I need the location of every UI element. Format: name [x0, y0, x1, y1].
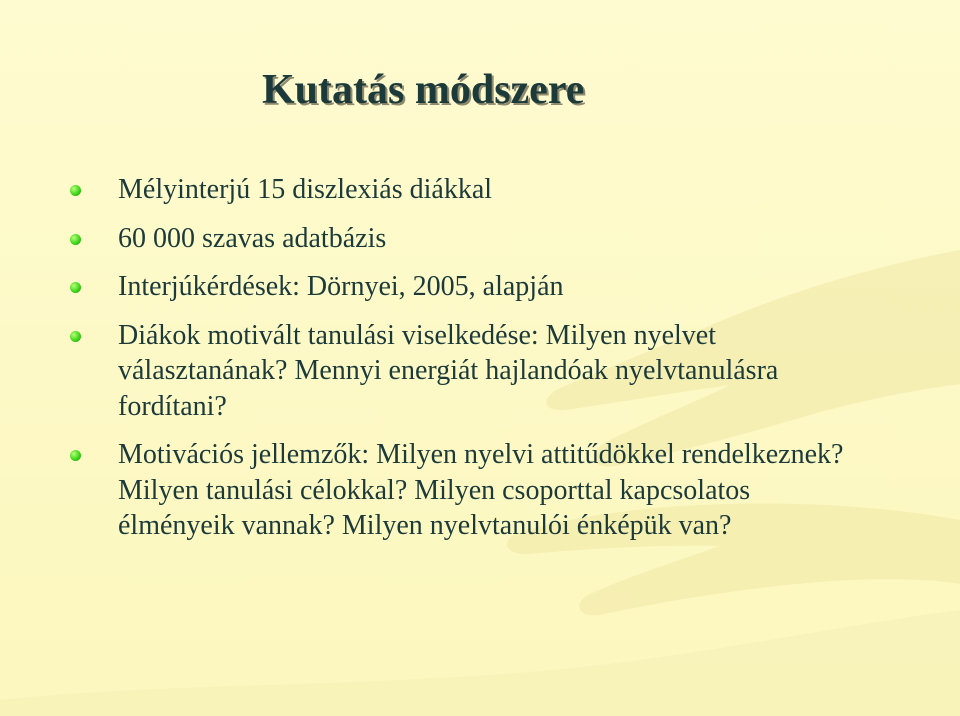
green-dot-bullet-icon — [70, 331, 81, 342]
bullet-list — [70, 172, 850, 557]
bullet-text: 60 000 szavas adatbázis — [118, 222, 387, 254]
bottom-glow-shape — [0, 610, 960, 716]
bullet-item — [70, 437, 850, 544]
green-dot-bullet-icon — [70, 282, 81, 293]
bullet-text: Diákok motivált tanulási viselkedése: Milyen nyelvet választanának? Mennyi energiát hajlandóak nyelvtanulásra fordítani? — [118, 319, 779, 422]
bullet-item — [70, 269, 850, 305]
green-dot-bullet-icon — [70, 450, 81, 461]
green-dot-bullet-icon — [70, 185, 81, 196]
green-dot-bullet-icon — [70, 234, 81, 245]
slide-title: Kutatás módszere — [262, 67, 585, 113]
bullet-text: Interjúkérdések: Dörnyei, 2005, alapján — [118, 271, 564, 302]
bullet-item — [70, 318, 850, 425]
bullet-item — [70, 221, 850, 257]
bullet-text: Mélyinterjú 15 diszlexiás diákkal — [118, 174, 493, 205]
bullet-item — [70, 172, 850, 208]
bullet-text: Motivációs jellemzők: Milyen nyelvi attitűdökkel rendelkeznek? Milyen tanulási célokkal? Milyen csoporttal kapcsolatos élményeik vannak? Milyen nyelvtanulói énképük van? — [118, 439, 844, 541]
